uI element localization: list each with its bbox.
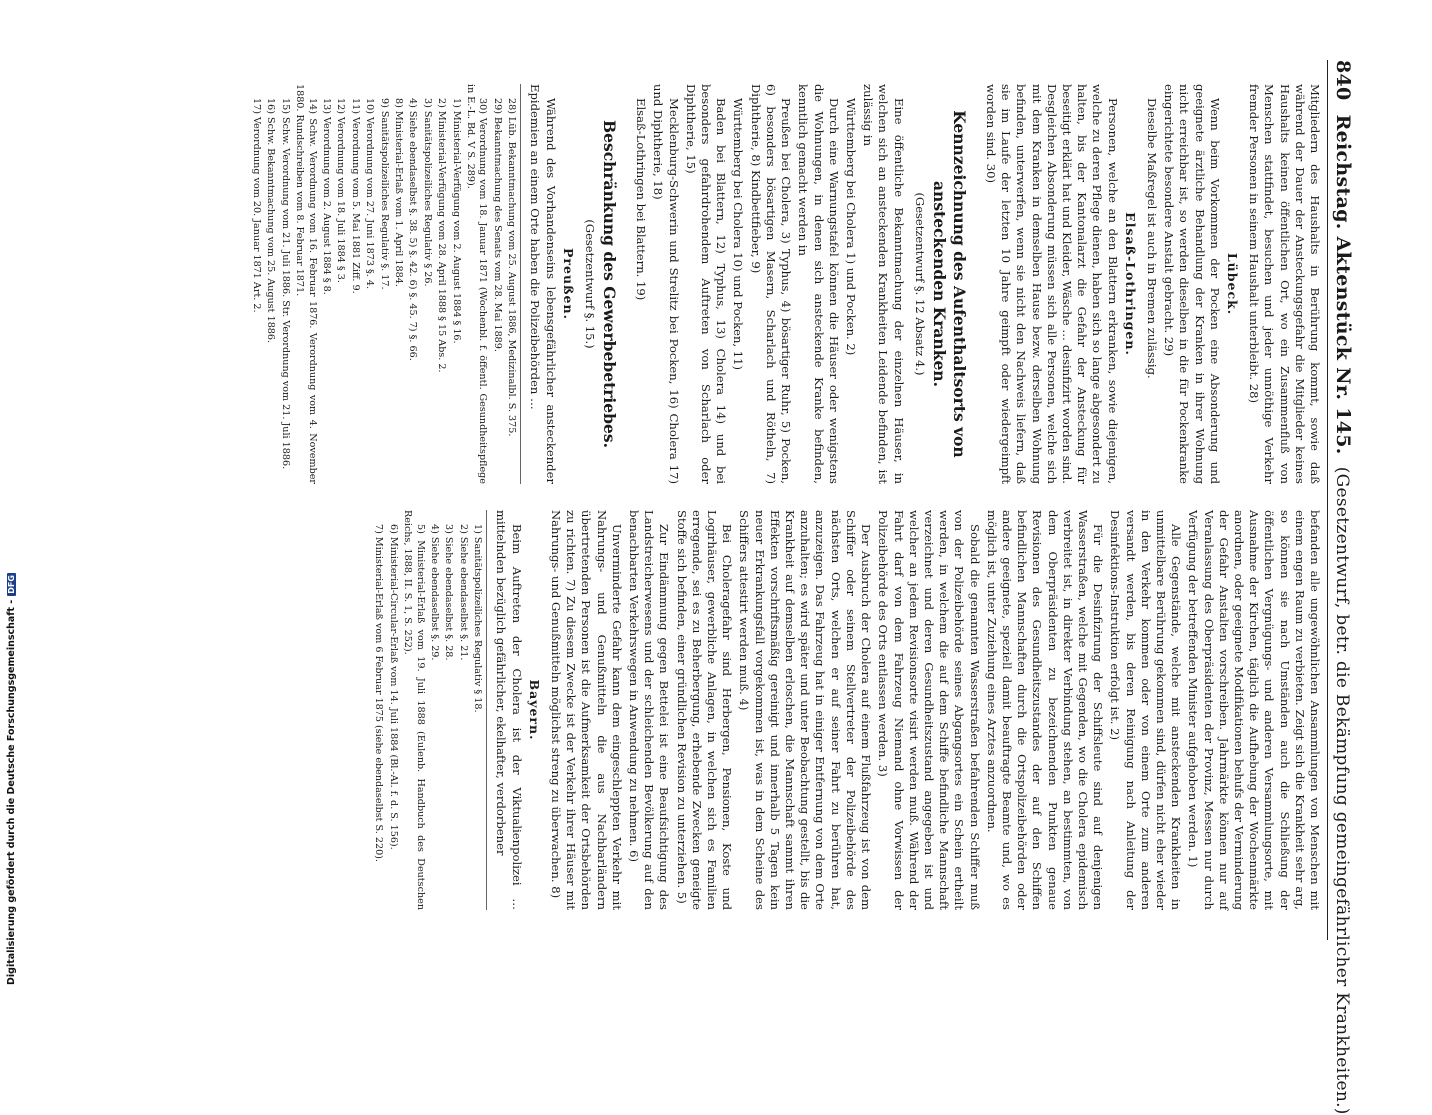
footnote: 1) Ministerial-Verfügung vom 2. August 1884 § 16. <box>450 98 462 344</box>
page-header <box>1327 60 1372 1115</box>
header-title: Reichstag. Aktenstück Nr. 145. <box>1332 114 1354 455</box>
footnote: 28) Lüb. Bekanntmachung vom 25. August 1886, Medizinalbl. S. 375. <box>506 98 518 437</box>
footnote: 11) Verordnung vom 5. Mai 1881 Ziff. 9. <box>349 98 361 294</box>
footnote: 5) Ministerial-Erlaß vom 19. Juli 1888 (Eulenb. Handbuch des Deutschen Reichs, 1888, II. S. 1, S. 252). <box>402 510 426 910</box>
footnotes-left <box>250 84 522 484</box>
paragraph: Mecklenburg-Schwerin und Strelitz bei Pocken, 16) Cholera 17) und Diphtherie, 18) <box>651 84 681 484</box>
right-column <box>370 510 1322 910</box>
section-heading-luebeck: Lübeck. <box>1224 252 1240 316</box>
paragraph: Elsaß-Lothringen bei Blattern. 19) <box>634 98 649 301</box>
footnote: 6) Ministerial-Circular-Erlaß vom 14. Juli 1884 (Bl.-Al. f. d. S. 156). <box>387 524 399 850</box>
digitization-credit <box>6 573 17 985</box>
dfg-logo: DFG <box>7 575 16 594</box>
paragraph: Alle Gegenstände, welche mit ansteckenden Krankheiten in unmittelbare Berührung gekommen sind, dürfen nicht eher wieder in den Verkehr kommen oder von einem Orte zum anderen versandt werden, bis deren Reinigung nach Anleitung der Desinfektions-Instruktion erfolgt ist. 2) <box>1108 510 1184 910</box>
left-column <box>248 84 1322 484</box>
paragraph: Dieselbe Maßregel ist auch in Bremen zulässig. <box>1144 98 1159 379</box>
paragraph: Beim Auftreten der Cholera ist der Viktualienpolizei … mittelnden bezüglich gefährlicher, ekelhafter, verdorbener <box>494 510 524 910</box>
paragraph: Zur Eindämmung gegen Bettelei ist eine Beaufsichtigung des Landstreicherwesens und der schleichenden Bevölkerung auf den benachbarten Verkehrswegen in Anwendung zu nehmen. 6) <box>627 510 672 910</box>
footnotes-right <box>372 510 487 910</box>
footnote: 13) Verordnung vom 2. August 1884 § 8. <box>320 98 332 295</box>
paragraph: Sobald die genannten Wasserstraßen befahrenden Schiffer muß von der Polizeibehörde seines Abgangsortes ein Schein ertheilt werden, in welchem die auf dem Schiffe befindliche Mannschaft verzeichnet und deren Gesundheitszustand angegeben ist und welcher an jedem Revisionsorte visirt werden muß. Während der Fahrt darf von dem Fahrzeug Niemand ohne Vorwissen der Polizeibehörde des Orts entlassen werden. 3) <box>876 510 982 910</box>
paragraph: Preußen bei Cholera, 3) Typhus, 4) bösartiger Ruhr, 5) Pocken, 6) besonders bösartigen Masern, Scharlach und Rötheln, 7) Diphtherie, 8) Kindbettfieber, 9) <box>748 84 794 484</box>
footnote: 16) Schw. Bekanntmachung vom 25. August 1886. <box>265 98 277 344</box>
footnote: 1) Sanitätspolizeiliches Regulativ § 18. <box>472 524 484 713</box>
paragraph: Bei Choleragefahr sind Herbergen, Pensionen, Koste und Logirhäuser, gewerbliche Anlagen, in welchen sich es Familien erregende, sei es zu Beherbergung, erhebende Zwecken geneigte Stoffe sich befinden, einer gründlichen Revision zu unterziehen. 5) <box>674 510 735 910</box>
footnote: 7) Ministerial-Erlaß vom 6 Februar 1875 (siehe ebendaselbst S. 220). <box>373 524 385 862</box>
footnote: 4) Siehe ebendaselbst §. 38. 5) §. 42. 6) §. 45. 7) §. 66. <box>407 98 419 361</box>
chapter-heading-gewerbebetrieb: Beschränkung des Gewerbebetriebes. <box>600 120 620 448</box>
footnote: 2) Ministerial-Verfügung vom 28. April 1888 § 15 Abs. 2. <box>436 98 448 373</box>
rotated-page <box>8 0 1378 1115</box>
paragraph: Durch eine Warnungstafel können die Häuser oder wenigstens die Wohnungen, in denen sich ansteckende Kranke befinden, kenntlich gemacht werden in <box>796 84 841 484</box>
paragraph: Für die Desinfizirung der Schiffsleute sind auf denjenigen Wasserstraßen, welche mit Gegenden, wo die Cholera epidemisch verbreitet ist, in direkter Verbindung stehen, an bestimmten, von dem Oberpräsidenten zu bezeichnenden Punkten genaue Revisionen des Gesundheitszustandes der auf den Schiffen befindlichen Mannschaften durch die Ortspolizeibehörden oder andere geeignete, speziell damit beauftragte Beamte und, wo es möglich ist, unter Zuziehung eines Arztes anzuordnen. <box>984 510 1106 910</box>
paragraph: befanden alle ungewöhnlichen Ansammlungen von Menschen mit einem engen Raum zu verbieten. Zeigt sich die Krankheit sehr arg, so können sie nach Umständen auch die Schließung der öffentlichen Vergnügungs- und anderen Versammlungsorte, mit Ausnahme der Kirchen, täglich die Aufhebung der Wochenmärkte anordnen, oder geeignete Modifikationen behufs der Verminderung der Gefahr Anstalten vorschreiben. Jahrmärkte können nur auf Veranlassung des Oberpräsidenten der Provinz, Messen nur durch Verfügung der betreffenden Minister aufgehoben werden. 1) <box>1186 510 1322 910</box>
chapter-subheading: (Gesetzentwurf §. 12 Absatz 4.) <box>912 192 927 376</box>
footnote: 12) Verordnung vom 18. Juli 1884 § 3. <box>335 98 347 283</box>
chapter-heading-kennzeichnung: Kennzeichnung des Aufenthaltsorts von ansteckenden Kranken. <box>929 110 969 458</box>
footnote: 9) Sanitätspolizeiliches Regulativ §. 17. <box>378 98 390 290</box>
footnote: 4) Siehe ebendaselbst §. 29. <box>429 524 441 661</box>
footnote: 10) Verordnung vom 27. Juni 1873 §. 4. <box>364 98 376 290</box>
paragraph: Unverminderte Gefahr kann dem eingeschleppten Verkehr mit Nahrungs- und Genußmitteln die aus Nachbarländern übertretenden Personen ist die Aufmerksamkeit der Ortsbehörden zu richten. 7) Zu diesem Zwecke ist der Verkehr ihrer Häuser mit Nahrungs- und Genußmitteln möglichst streng zu überwachen. 8) <box>549 510 624 910</box>
page-number: 840 <box>1332 60 1354 101</box>
paragraph: Der Ausbruch der Cholera auf einem Flußfahrzeug ist von dem Schiffer oder seinem Stellvertreter der Polizeibehörde des nächsten Orts, welchen er auf seiner Fahrt zu berühren hat, anzuzeigen. Das Fahrzeug hat in einiger Entfernung von dem Orte anzuhalten; es wird später und unter Beobachtung gestellt, bis die Krankheit auf demselben erloschen, die Mannschaft sammt ihren Effekten vorschriftsmäßig gereinigt und innerhalb 5 Tagen kein neuer Erkrankungsfall vorgekommen ist, was in dem Scheine des Schiffers attestirt werden muß. 4) <box>737 510 874 910</box>
footnote: 3) Siehe ebendaselbst §. 28. <box>443 524 455 661</box>
paragraph: Eine öffentliche Bekanntmachung der einzelnen Häuser, in welchen sich an ansteckenden Krankheiten Leidende befinden, ist zulässig in <box>861 84 906 484</box>
footnote: 17) Verordnung vom 20. Januar 1871 Art. 2. <box>250 98 262 313</box>
paragraph: Baden bei Blattern, 12) Typhus, 13) Cholera 14) und bei besonders gefahrdrohendem Auftreten von Scharlach oder Diphtherie, 15) <box>683 84 729 484</box>
chapter-subheading: (Gesetzentwurf §. 15.) <box>583 219 598 349</box>
paragraph: Während des Vorhandenseins lebensgefährlicher ansteckender Epidemien an einem Orte haben die Polizeibehörden … <box>528 84 558 484</box>
header-subtitle: (Gesetzentwurf, betr. die Bekämpfung gemeingefährlicher Krankheiten.) <box>1332 466 1352 1115</box>
footnote: 3) Sanitätspolizeiliches Regulativ § 26. <box>421 98 433 287</box>
paragraph: Mitgliedern des Haushalts in Berührung kommt, sowie daß während der Dauer der Ansteckungsgefahr die Mitglieder keines Haushalts keinen öffentlichen Ort, wo ein Zusammenfluß von Menschen stattfindet, besuchen und jeder unnöthige Verkehr fremder Personen in seinem Haushalt unterbleibt. 28) <box>1247 84 1322 484</box>
footnote: 30) Verordnung vom 18. Januar 1871 (Wochenbl. f. öffentl. Gesundheitspflege in E.-L. Bd. V S. 289). <box>465 84 489 484</box>
paragraph: Personen, welche an den Blattern erkranken, sowie diejenigen, welche zu deren Pflege dienen, haben sich so lange abgesondert zu halten, bis der Kantonalarzt die Gefahr der Ansteckung für beseitigt erklärt hat und Kleider, Wäsche … desinfizirt worden sind. Desgleichen Absonderung müssen sich alle Personen, welche sich mit dem Kranken in demselben Hause bezw. derselben Wohnung befinden, unterwerfen, wenn sie nicht den Nachweis liefern, daß sie im Laufe der letzten 10 Jahre geimpft oder wiedergeimpft worden sind. 30) <box>983 84 1120 484</box>
footnote: 14) Schw. Verordnung vom 16. Februar 1876. Verordnung vom 4. November 1880. Rundschreiben vom 8. Februar 1871. <box>294 84 318 484</box>
credit-text: Digitalisierung gefördert durch die Deutsche Forschungsgemeinschaft - <box>6 599 17 985</box>
section-heading-elsass: Elsaß-Lothringen. <box>1122 212 1138 356</box>
section-heading-preussen: Preußen. <box>560 248 576 320</box>
paragraph: Württemberg bei Cholera 1) und Pocken. 2) <box>843 98 858 356</box>
footnote: 8) Ministerial-Erlaß vom 1. April 1884. <box>393 98 405 287</box>
footnote: 15) Schw. Verordnung vom 21. Juli 1886. Str. Verordnung vom 21. Juli 1886. <box>279 98 291 470</box>
paragraph: Württemberg bei Cholera 10) und Pocken, 11) <box>731 98 746 371</box>
section-heading-bayern: Bayern. <box>526 679 542 741</box>
footnote: 29) Bekanntmachung des Senats vom 28. Mai 1889. <box>491 98 503 352</box>
footnote: 2) Siehe ebendaselbst §. 21. <box>457 524 469 661</box>
paragraph: Wenn beim Vorkommen der Pocken eine Absonderung und geeignete ärztliche Behandlung der Kranken in ihrer Wohnung nicht erreichbar ist, so werden dieselben in die für Pockenkranke eingerichtete besondere Anstalt gebracht. 29) <box>1162 84 1222 484</box>
